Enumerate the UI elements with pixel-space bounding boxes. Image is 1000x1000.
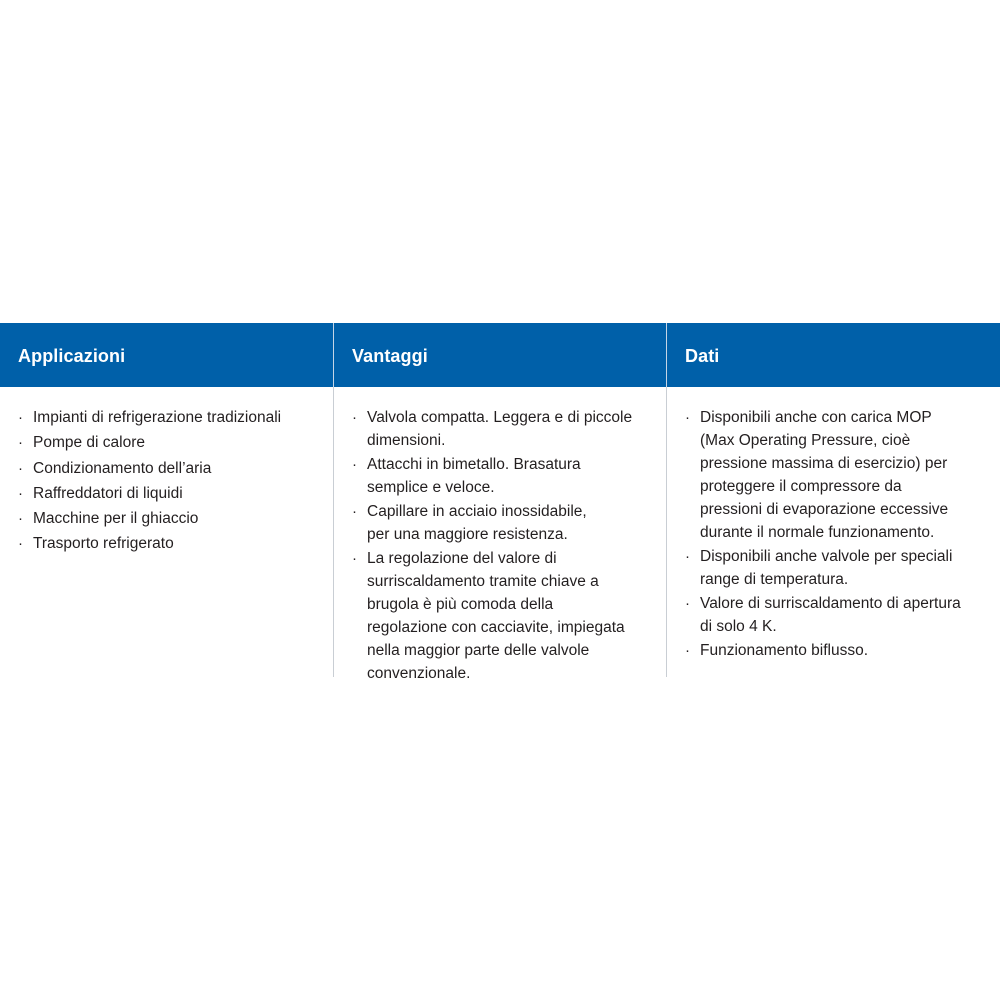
bullet-icon: · xyxy=(352,550,357,567)
dati-item xyxy=(685,639,990,662)
applicazioni-item xyxy=(18,406,323,429)
column-divider xyxy=(333,387,334,677)
applicazioni-item-text: Pompe di calore xyxy=(33,434,146,452)
bullet-icon: · xyxy=(18,535,23,553)
bullet-icon: · xyxy=(18,434,23,452)
applicazioni-item-text: Raffreddatori di liquidi xyxy=(33,484,183,502)
applicazioni-list xyxy=(18,406,323,555)
header-vantaggi: Vantaggi xyxy=(352,346,428,366)
applicazioni-item-text: Trasporto refrigerato xyxy=(33,535,174,553)
header-applicazioni: Applicazioni xyxy=(18,346,126,366)
applicazioni-item xyxy=(18,431,323,454)
vantaggi-item xyxy=(352,500,657,546)
applicazioni-item-text: Impianti di refrigerazione tradizionali xyxy=(33,409,282,426)
bullet-icon: · xyxy=(685,595,690,612)
bullet-icon: · xyxy=(18,484,23,502)
dati-item-text: Funzionamento biflusso. xyxy=(700,642,869,659)
bullet-icon: · xyxy=(352,503,357,520)
table-header xyxy=(0,323,1000,387)
vantaggi-item-text: Attacchi in bimetallo. Brasatura semplice e veloce. xyxy=(367,456,581,496)
vantaggi-list xyxy=(352,406,657,685)
vantaggi-item-text: La regolazione del valore di surriscaldamento tramite chiave a brugola è più comoda della regolazione con cacciavite, impiegata nella maggior parte delle valvole convenzionale. xyxy=(367,550,625,682)
bullet-icon: · xyxy=(18,459,23,477)
applicazioni-item-text: Macchine per il ghiaccio xyxy=(33,510,199,528)
dati-list xyxy=(685,406,990,662)
vantaggi-item-text: Valvola compatta. Leggera e di piccole dimensioni. xyxy=(367,409,633,449)
column-vantaggi xyxy=(352,406,657,685)
applicazioni-item xyxy=(18,532,323,555)
column-applicazioni xyxy=(18,406,323,558)
bullet-icon: · xyxy=(18,510,23,528)
column-divider xyxy=(666,387,667,677)
vantaggi-item xyxy=(352,453,657,499)
vantaggi-item xyxy=(352,547,657,685)
bullet-icon: · xyxy=(685,409,690,426)
dati-item-text: Disponibili anche con carica MOP (Max Operating Pressure, cioè pressione massima di esercizio) per proteggere il compressore da pressioni di evaporazione eccessive durante il normale funzionamento. xyxy=(700,409,949,541)
dati-item xyxy=(685,545,990,591)
bullet-icon: · xyxy=(352,409,357,426)
applicazioni-item xyxy=(18,482,323,505)
applicazioni-item xyxy=(18,457,323,480)
applicazioni-item-text: Condizionamento dell’aria xyxy=(33,459,212,477)
vantaggi-item-text: Capillare in acciaio inossidabile, per una maggiore resistenza. xyxy=(367,503,587,543)
bullet-icon: · xyxy=(685,548,690,565)
bullet-icon: · xyxy=(352,456,357,473)
bullet-icon: · xyxy=(18,409,23,426)
bullet-icon: · xyxy=(685,642,690,659)
applicazioni-item xyxy=(18,507,323,530)
dati-item-text: Valore di surriscaldamento di apertura di solo 4 K. xyxy=(700,595,961,635)
dati-item xyxy=(685,406,990,544)
vantaggi-item xyxy=(352,406,657,452)
column-dati xyxy=(685,406,990,662)
header-dati: Dati xyxy=(685,346,720,366)
dati-item xyxy=(685,592,990,638)
dati-item-text: Disponibili anche valvole per speciali range di temperatura. xyxy=(700,548,953,588)
